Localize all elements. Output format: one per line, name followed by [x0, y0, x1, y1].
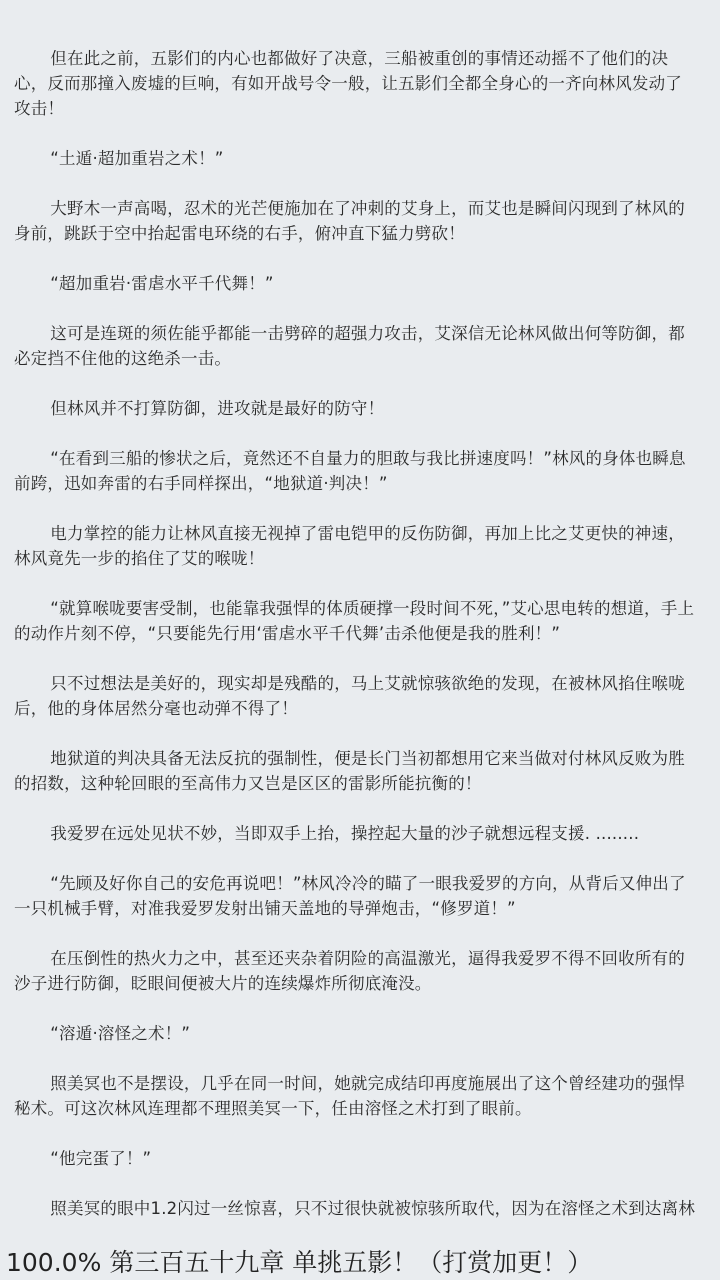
reading-progress: 100.0%: [6, 1248, 102, 1277]
paragraph: 只不过想法是美好的，现实却是残酷的，马上艾就惊骇欲绝的发现，在被林风掐住喉咙后，他的身体居然分毫也动弹不得了！: [14, 674, 685, 718]
reader-status-bar: [0, 1246, 720, 1280]
paragraph: “超加重岩·雷虐水平千代舞！”: [50, 274, 274, 293]
paragraph: 照美冥的眼中1.2闪过一丝惊喜，只不过很快就被惊骇所取代，因为在溶怪之术到达离林: [50, 1199, 696, 1218]
paragraph: 这可是连斑的须佐能乎都能一击劈碎的超强力攻击，艾深信无论林风做出何等防御，都必定挡不住他的这绝杀一击。: [14, 324, 685, 368]
paragraph: “在看到三船的惨状之后，竟然还不自量力的胆敢与我比拼速度吗！”林风的身体也瞬息前跨，迅如奔雷的右手同样探出，“地狱道·判决！”: [14, 449, 686, 493]
paragraph: 我爱罗在远处见状不妙，当即双手上抬，操控起大量的沙子就想远程支援. ........: [50, 824, 640, 843]
paragraph: 电力掌控的能力让林风直接无视掉了雷电铠甲的反伤防御，再加上比之艾更快的神速，林风竟先一步的掐住了艾的喉咙！: [14, 524, 685, 568]
paragraph: 照美冥也不是摆设，几乎在同一时间，她就完成结印再度施展出了这个曾经建功的强悍秘术。可这次林风连理都不理照美冥一下，任由溶怪之术打到了眼前。: [14, 1074, 685, 1118]
paragraph: “溶遁·溶怪之术！”: [50, 1024, 191, 1043]
paragraph: 地狱道的判决具备无法反抗的强制性，便是长门当初都想用它来当做对付林风反败为胜的招数，这种轮回眼的至高伟力又岂是区区的雷影所能抗衡的！: [14, 749, 685, 793]
paragraph: “土遁·超加重岩之术！”: [50, 149, 224, 168]
chapter-title: 第三百五十九章 单挑五影！（打赏加更！）: [109, 1248, 593, 1277]
paragraph: 但在此之前，五影们的内心也都做好了决意，三船被重创的事情还动摇不了他们的决心，反而那撞入废墟的巨响，有如开战号令一般，让五影们全都全身心的一齐向林风发动了攻击！: [14, 49, 682, 118]
paragraph: “先顾及好你自己的安危再说吧！”林风冷冷的瞄了一眼我爱罗的方向，从背后又伸出了一只机械手臂，对准我爱罗发射出铺天盖地的导弹炮击，“修罗道！”: [14, 874, 686, 918]
paragraph: 但林风并不打算防御，进攻就是最好的防守！: [50, 399, 385, 418]
paragraph: 大野木一声高喝，忍术的光芒便施加在了冲刺的艾身上，而艾也是瞬间闪现到了林风的身前，跳跃于空中抬起雷电环绕的右手，俯冲直下猛力劈砍！: [14, 199, 685, 243]
chapter-text: [14, 46, 698, 1244]
paragraph: 在压倒性的热火力之中，甚至还夹杂着阴险的高温激光，逼得我爱罗不得不回收所有的沙子进行防御，眨眼间便被大片的连续爆炸所彻底淹没。: [14, 949, 685, 993]
paragraph: “他完蛋了！”: [50, 1149, 152, 1168]
paragraph: “就算喉咙要害受制，也能靠我强悍的体质硬撑一段时间不死，”艾心思电转的想道，手上的动作片刻不停，“只要能先行用‘雷虐水平千代舞’击杀他便是我的胜利！”: [14, 599, 695, 643]
